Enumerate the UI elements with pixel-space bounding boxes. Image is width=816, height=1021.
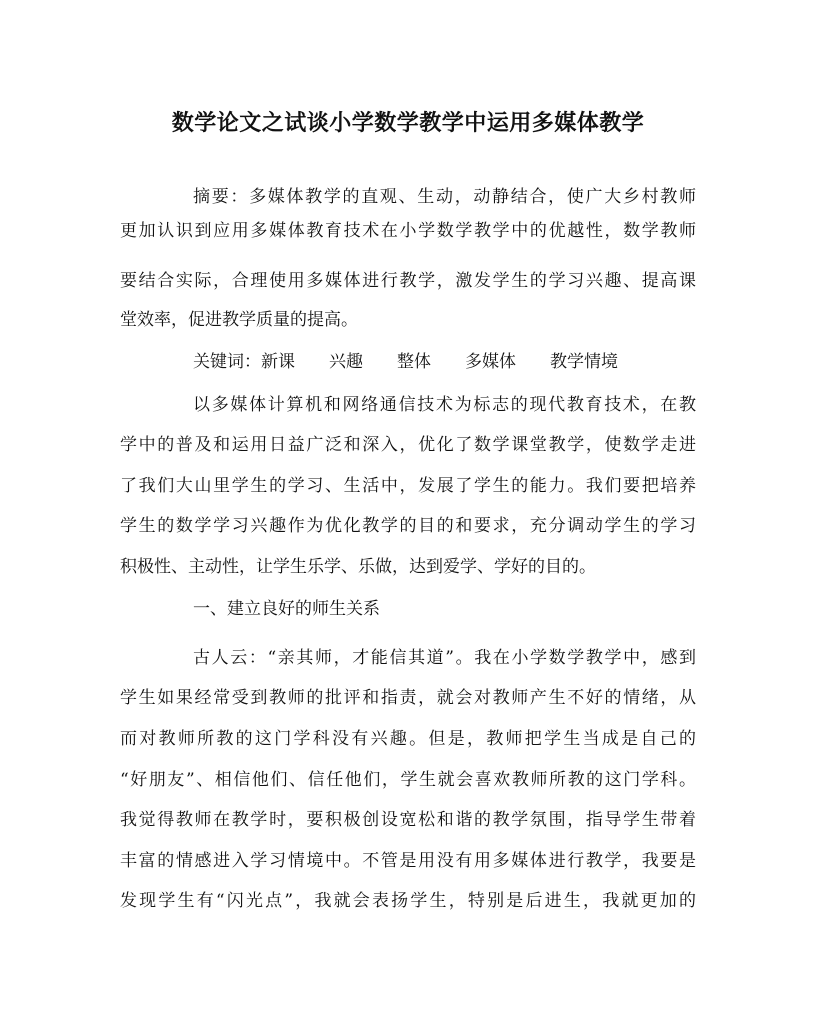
keyword-item: 整体 bbox=[397, 352, 431, 372]
keywords-line bbox=[193, 345, 696, 379]
section1-line-5: 我觉得教师在教学时，要积极创设宽松和谐的教学氛围，指导学生带着 bbox=[120, 810, 696, 830]
keyword-item: 兴趣 bbox=[329, 352, 363, 372]
abstract-line-3: 要结合实际，合理使用多媒体进行教学，激发学生的学习兴趣、提高课 bbox=[120, 271, 696, 291]
abstract-line-2: 更加认识到应用多媒体教育技术在小学数学教学中的优越性，数学教师 bbox=[120, 221, 696, 241]
intro-line-5: 积极性、主动性，让学生乐学、乐做，达到爱学、学好的目的。 bbox=[120, 557, 596, 577]
section1-line-2: 学生如果经常受到教师的批评和指责，就会对教师产生不好的情绪，从 bbox=[120, 688, 696, 708]
intro-line-2: 学中的普及和运用日益广泛和深入，优化了数学课堂教学，使数学走进 bbox=[120, 435, 696, 455]
section1-line-6: 丰富的情感进入学习情境中。不管是用没有用多媒体进行教学，我要是 bbox=[120, 851, 696, 871]
intro-line-1: 以多媒体计算机和网络通信技术为标志的现代教育技术，在教 bbox=[193, 395, 696, 415]
keywords-label: 关键词： bbox=[193, 352, 261, 372]
section1-line-3: 而对教师所教的这门学科没有兴趣。但是，教师把学生当成是自己的 bbox=[120, 729, 696, 749]
intro-line-3: 了我们大山里学生的学习、生活中，发展了学生的能力。我们要把培养 bbox=[120, 476, 696, 496]
intro-line-4: 学生的数学学习兴趣作为优化教学的目的和要求，充分调动学生的学习 bbox=[120, 516, 696, 536]
document-title: 数学论文之试谈小学数学教学中运用多媒体教学 bbox=[171, 110, 645, 136]
keyword-item: 教学情境 bbox=[550, 352, 618, 372]
section1-line-7: 发现学生有“闪光点”，我就会表扬学生，特别是后进生，我就更加的 bbox=[120, 891, 696, 911]
section-heading: 一、建立良好的师生关系 bbox=[193, 599, 380, 619]
section1-line-4: “好朋友”、相信他们、信任他们，学生就会喜欢教师所教的这门学科。 bbox=[120, 770, 696, 790]
section1-line-1: 古人云：“亲其师，才能信其道”。我在小学数学教学中，感到 bbox=[193, 648, 696, 668]
abstract-line-4: 堂效率，促进教学质量的提高。 bbox=[120, 310, 358, 330]
keyword-item: 新课 bbox=[261, 352, 295, 372]
abstract-line-1: 摘要：多媒体教学的直观、生动，动静结合，使广大乡村教师 bbox=[193, 187, 696, 207]
keyword-item: 多媒体 bbox=[465, 352, 516, 372]
